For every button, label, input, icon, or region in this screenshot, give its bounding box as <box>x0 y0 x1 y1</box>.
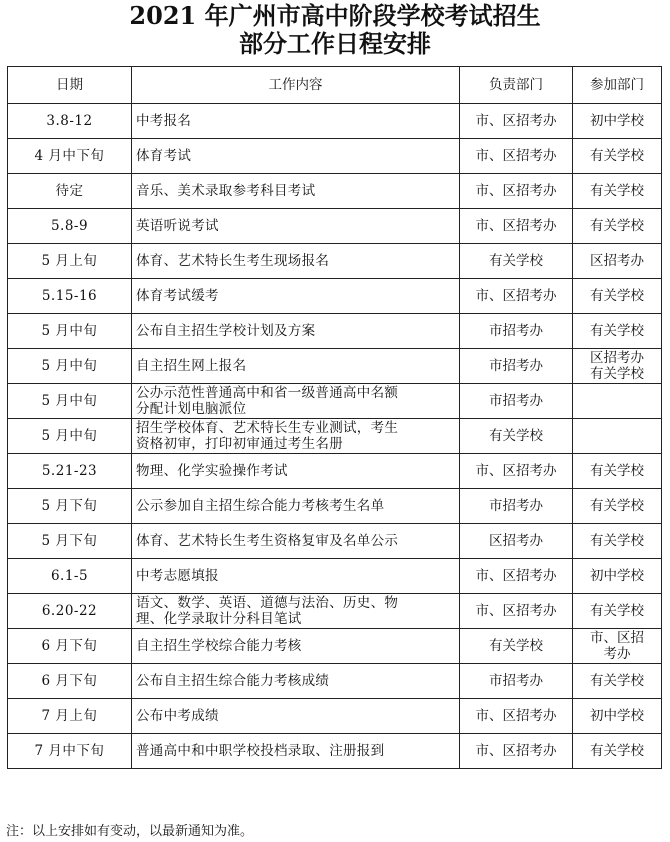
cell-content: 公布自主招生学校计划及方案 <box>132 314 460 349</box>
cell-responsible: 市、区招考办 <box>460 559 573 594</box>
cell-date: 5 月下旬 <box>8 489 132 524</box>
cell-responsible: 有关学校 <box>460 419 573 454</box>
cell-participants: 初中学校 <box>573 699 662 734</box>
cell-content: 音乐、美术录取参考科目考试 <box>132 174 460 209</box>
cell-date: 6.1-5 <box>8 559 132 594</box>
table-row <box>8 419 662 454</box>
cell-content: 公布自主招生综合能力考核成绩 <box>132 664 460 699</box>
cell-responsible: 市招考办 <box>460 489 573 524</box>
cell-participants <box>573 384 662 419</box>
cell-participants: 区招考办 有关学校 <box>573 349 662 384</box>
cell-content: 体育考试缓考 <box>132 279 460 314</box>
cell-date: 5 月中旬 <box>8 384 132 419</box>
schedule-table <box>7 66 662 769</box>
cell-responsible: 市招考办 <box>460 349 573 384</box>
cell-content: 公示参加自主招生综合能力考核考生名单 <box>132 489 460 524</box>
cell-participants: 有关学校 <box>573 734 662 769</box>
table-row <box>8 629 662 664</box>
cell-responsible: 有关学校 <box>460 244 573 279</box>
cell-date: 3.8-12 <box>8 104 132 139</box>
cell-content: 体育考试 <box>132 139 460 174</box>
cell-participants: 有关学校 <box>573 664 662 699</box>
cell-date: 5 月中旬 <box>8 349 132 384</box>
cell-responsible: 市招考办 <box>460 664 573 699</box>
cell-content: 自主招生网上报名 <box>132 349 460 384</box>
table-row <box>8 594 662 629</box>
cell-date: 7 月中下旬 <box>8 734 132 769</box>
cell-participants: 区招考办 <box>573 244 662 279</box>
cell-participants: 有关学校 <box>573 594 662 629</box>
column-header-date: 日期 <box>8 67 132 104</box>
table-row <box>8 734 662 769</box>
table-row <box>8 699 662 734</box>
cell-content: 招生学校体育、艺术特长生专业测试，考生 资格初审，打印初审通过考生名册 <box>132 419 460 454</box>
cell-responsible: 市、区招考办 <box>460 104 573 139</box>
cell-content: 公布中考成绩 <box>132 699 460 734</box>
cell-content: 体育、艺术特长生考生资格复审及名单公示 <box>132 524 460 559</box>
cell-responsible: 市、区招考办 <box>460 699 573 734</box>
table-header-row <box>8 67 662 104</box>
cell-content: 语文、数学、英语、道德与法治、历史、物 理、化学录取计分科目笔试 <box>132 594 460 629</box>
cell-date: 待定 <box>8 174 132 209</box>
cell-content: 公办示范性普通高中和省一级普通高中名额 分配计划电脑派位 <box>132 384 460 419</box>
cell-participants: 有关学校 <box>573 524 662 559</box>
cell-participants: 市、区招 考办 <box>573 629 662 664</box>
cell-date: 5 月中旬 <box>8 419 132 454</box>
cell-date: 5.8-9 <box>8 209 132 244</box>
footnote: 注：以上安排如有变动，以最新通知为准。 <box>6 824 254 839</box>
table-row <box>8 454 662 489</box>
table-row <box>8 209 662 244</box>
cell-responsible: 市、区招考办 <box>460 279 573 314</box>
table-row <box>8 174 662 209</box>
cell-content: 英语听说考试 <box>132 209 460 244</box>
cell-participants: 有关学校 <box>573 454 662 489</box>
table-row <box>8 314 662 349</box>
cell-responsible: 市、区招考办 <box>460 139 573 174</box>
cell-date: 4 月中下旬 <box>8 139 132 174</box>
cell-responsible: 市、区招考办 <box>460 594 573 629</box>
table-row <box>8 664 662 699</box>
table-row <box>8 139 662 174</box>
cell-content: 普通高中和中职学校投档录取、注册报到 <box>132 734 460 769</box>
cell-date: 5.15-16 <box>8 279 132 314</box>
cell-participants: 初中学校 <box>573 104 662 139</box>
cell-content: 体育、艺术特长生考生现场报名 <box>132 244 460 279</box>
cell-participants: 有关学校 <box>573 314 662 349</box>
cell-date: 5 月中旬 <box>8 314 132 349</box>
cell-participants: 有关学校 <box>573 209 662 244</box>
cell-responsible: 市招考办 <box>460 314 573 349</box>
cell-date: 6 月下旬 <box>8 664 132 699</box>
table-row <box>8 524 662 559</box>
table-row <box>8 104 662 139</box>
cell-responsible: 市、区招考办 <box>460 734 573 769</box>
column-header-participants: 参加部门 <box>573 67 662 104</box>
document-title-line-1: 2021 年广州市高中阶段学校考试招生 <box>129 1 541 30</box>
table-row <box>8 559 662 594</box>
cell-participants: 有关学校 <box>573 139 662 174</box>
cell-date: 5.21-23 <box>8 454 132 489</box>
cell-participants: 初中学校 <box>573 559 662 594</box>
table-row <box>8 384 662 419</box>
cell-participants: 有关学校 <box>573 489 662 524</box>
table-row <box>8 279 662 314</box>
cell-responsible: 市招考办 <box>460 384 573 419</box>
cell-date: 5 月上旬 <box>8 244 132 279</box>
table-row <box>8 489 662 524</box>
cell-responsible: 市、区招考办 <box>460 174 573 209</box>
cell-content: 自主招生学校综合能力考核 <box>132 629 460 664</box>
document-title-line-2: 部分工作日程安排 <box>239 29 431 58</box>
cell-content: 物理、化学实验操作考试 <box>132 454 460 489</box>
column-header-content: 工作内容 <box>132 67 460 104</box>
cell-date: 6.20-22 <box>8 594 132 629</box>
cell-participants: 有关学校 <box>573 174 662 209</box>
cell-responsible: 市、区招考办 <box>460 209 573 244</box>
cell-date: 5 月下旬 <box>8 524 132 559</box>
cell-responsible: 市、区招考办 <box>460 454 573 489</box>
cell-date: 6 月下旬 <box>8 629 132 664</box>
cell-participants <box>573 419 662 454</box>
cell-responsible: 有关学校 <box>460 629 573 664</box>
cell-participants: 有关学校 <box>573 279 662 314</box>
cell-responsible: 区招考办 <box>460 524 573 559</box>
cell-date: 7 月上旬 <box>8 699 132 734</box>
column-header-responsible: 负责部门 <box>460 67 573 104</box>
cell-content: 中考志愿填报 <box>132 559 460 594</box>
table-row <box>8 349 662 384</box>
table-row <box>8 244 662 279</box>
cell-content: 中考报名 <box>132 104 460 139</box>
